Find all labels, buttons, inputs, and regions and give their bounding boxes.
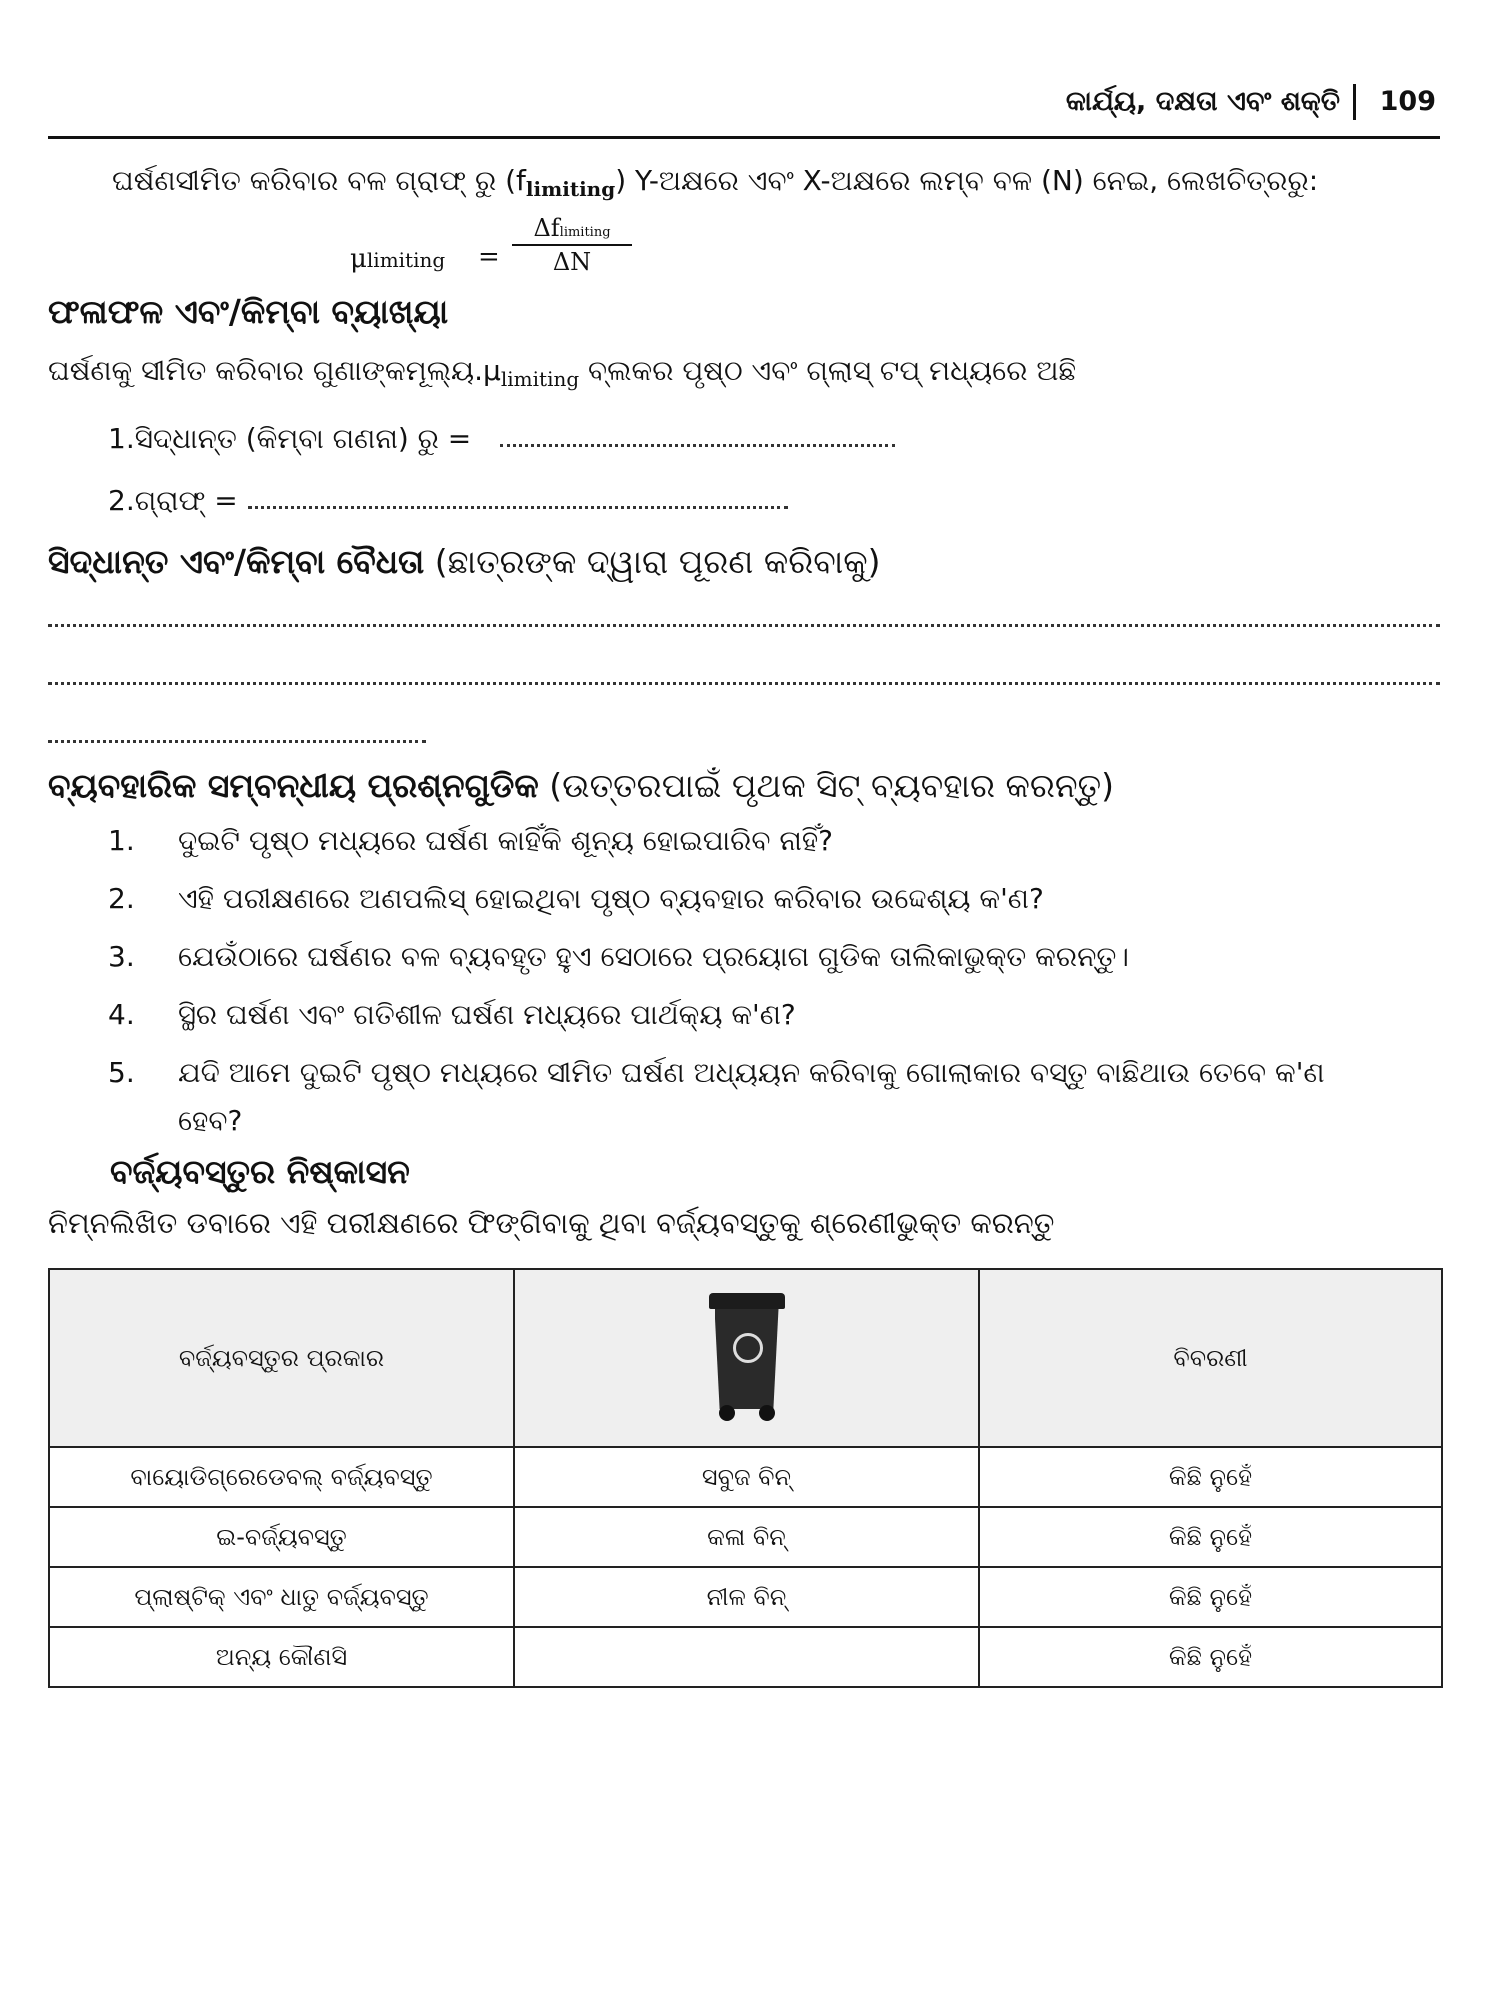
questions-heading-note: (ଉତ୍ତରପାଇଁ ପୃଥକ ସିଟ୍ ବ୍ୟବହାର କରନ୍ତୁ) (538, 766, 1115, 805)
question-text: ଯଦି ଆମେ ଦୁଇଟି ପୃଷ୍ଠ ମଧ୍ୟରେ ସୀମିତ ଘର୍ଷଣ ଅଧ୍ୟୟନ କରିବାକୁ ଗୋଲାକାର ବସ୍ତୁ ବାଛିଥାଉ ତେବେ କ'ଣ (178, 1056, 1325, 1089)
formula-equals: = (478, 242, 500, 272)
results-heading: ଫଳାଫଳ ଏବଂ/କିମ୍ବା ବ୍ୟାଖ୍ୟା (48, 292, 449, 331)
question-text-continued: ହେବ? (178, 1104, 243, 1137)
waste-type-cell: ପ୍ଲାଷ୍ଟିକ୍ ଏବଂ ଧାତୁ ବର୍ଜ୍ୟବସ୍ତୁ (49, 1567, 514, 1627)
conclusion-heading-bold: ସିଦ୍ଧାନ୍ତ ଏବଂ/କିମ୍ବା ବୈଧତା (48, 542, 425, 581)
answer-line-graph[interactable] (248, 506, 788, 509)
formula-denominator: ΔN (552, 248, 592, 276)
results-line (48, 354, 1076, 391)
result-item-graph: 2.ଗ୍ରାଫ୍ = (108, 484, 238, 517)
table-row (49, 1447, 1442, 1507)
question-text: ଯେଉଁଠାରେ ଘର୍ଷଣର ବଳ ବ୍ୟବହୃତ ହୁଏ ସେଠାରେ ପ୍ରୟୋଗ ଗୁଡିକ ତାଲିକାଭୁକ୍ତ କରନ୍ତୁ। (178, 940, 1129, 973)
formula-lhs: μlimiting (350, 244, 446, 274)
question-number: 5. (108, 1056, 135, 1089)
table-row (49, 1627, 1442, 1687)
question-number: 1. (108, 824, 135, 857)
wheelie-bin-icon (707, 1293, 787, 1423)
question-text: ଦୁଇଟି ପୃଷ୍ଠ ମଧ୍ୟରେ ଘର୍ଷଣ କାହିଁକି ଶୂନ୍ୟ ହୋଇପାରିବ ନାହିଁ? (178, 824, 834, 857)
waste-bin-table (48, 1268, 1443, 1688)
bin-cell[interactable] (514, 1627, 979, 1687)
table-header-row (49, 1269, 1442, 1447)
page-number: 109 (1379, 86, 1436, 117)
table-row (49, 1567, 1442, 1627)
waste-instruction: ନିମ୍ନଲିଖିତ ଡବାରେ ଏହି ପରୀକ୍ଷଣରେ ଫିଙ୍ଗିବାକୁ ଥିବା ବର୍ଜ୍ୟବସ୍ତୁକୁ ଶ୍ରେଣୀଭୁକ୍ତ କରନ୍ତୁ (48, 1206, 1055, 1240)
question-number: 2. (108, 882, 135, 915)
bin-cell: ସବୁଜ ବିନ୍ (514, 1447, 979, 1507)
formula-fraction (512, 214, 632, 276)
header-description: ବିବରଣୀ (979, 1269, 1442, 1447)
header-waste-type: ବର୍ଜ୍ୟବସ୍ତୁର ପ୍ରକାର (49, 1269, 514, 1447)
header-separator (1353, 84, 1356, 120)
formula-numerator-subscript: limiting (559, 225, 611, 240)
formula-lhs-subscript: limiting (366, 248, 446, 272)
waste-type-cell: ଅନ୍ୟ କୌଣସି (49, 1627, 514, 1687)
table-row (49, 1507, 1442, 1567)
intro-text-part2: ) Y-ଅକ୍ଷରେ ଏବଂ X-ଅକ୍ଷରେ ଲମ୍ବ ବଳ (N) ନେଇ, ଲେଖଚିତ୍ରରୁ: (615, 164, 1319, 197)
result-item-theory: 1.ସିଦ୍ଧାନ୍ତ (କିମ୍ବା ଗଣନା) ରୁ = (108, 422, 472, 455)
intro-text-part1: ଘର୍ଷଣସୀମିତ କରିବାର ବଳ ଗ୍ରାଫ୍ ରୁ (f (112, 164, 526, 197)
intro-line (112, 164, 1318, 201)
questions-heading (48, 766, 1114, 806)
bin-cell: ନୀଳ ବିନ୍ (514, 1567, 979, 1627)
formula-numerator: Δflimiting (512, 214, 632, 246)
running-title: କାର୍ଯ୍ୟ, ଦକ୍ଷତା ଏବଂ ଶକ୍ତି (1065, 86, 1340, 117)
questions-heading-bold: ବ୍ୟବହାରିକ ସମ୍ବନ୍ଧୀୟ ପ୍ରଶ୍ନଗୁଡିକ (48, 766, 539, 805)
question-number: 3. (108, 940, 135, 973)
page-header (48, 78, 1440, 139)
question-text: ଏହି ପରୀକ୍ଷଣରେ ଅଣପଲିସ୍ ହୋଇଥିବା ପୃଷ୍ଠ ବ୍ୟବହାର କରିବାର ଉଦ୍ଦେଶ୍ୟ କ'ଣ? (178, 882, 1044, 915)
results-subscript: limiting (500, 367, 580, 391)
answer-line-theory[interactable] (500, 444, 895, 447)
description-cell: କିଛି ନୁହେଁ (979, 1507, 1442, 1567)
waste-disposal-heading: ବର୍ଜ୍ୟବସ୍ତୁର ନିଷ୍କାସନ (110, 1152, 410, 1191)
header-bin-image (514, 1269, 979, 1447)
conclusion-line-2[interactable] (48, 682, 1440, 685)
results-text-part1: ଘର୍ଷଣକୁ ସୀମିତ କରିବାର ଗୁଣାଙ୍କମୂଲ୍ୟ.μ (48, 354, 501, 387)
description-cell: କିଛି ନୁହେଁ (979, 1447, 1442, 1507)
conclusion-line-1[interactable] (48, 624, 1440, 627)
conclusion-heading-note: (ଛାତ୍ରଙ୍କ ଦ୍ୱାରା ପୂରଣ କରିବାକୁ) (424, 542, 881, 581)
waste-type-cell: ବାୟୋଡିଗ୍ରେଡେବଲ୍ ବର୍ଜ୍ୟବସ୍ତୁ (49, 1447, 514, 1507)
conclusion-heading (48, 542, 881, 582)
question-number: 4. (108, 998, 135, 1031)
bin-cell: କଳା ବିନ୍ (514, 1507, 979, 1567)
waste-type-cell: ଇ-ବର୍ଜ୍ୟବସ୍ତୁ (49, 1507, 514, 1567)
description-cell: କିଛି ନୁହେଁ (979, 1627, 1442, 1687)
intro-subscript: limiting (525, 177, 616, 201)
question-text: ସ୍ଥିର ଘର୍ଷଣ ଏବଂ ଗତିଶୀଳ ଘର୍ଷଣ ମଧ୍ୟରେ ପାର୍ଥକ୍ୟ କ'ଣ? (178, 998, 796, 1031)
description-cell: କିଛି ନୁହେଁ (979, 1567, 1442, 1627)
results-text-part2: ବ୍ଲକର ପୃଷ୍ଠ ଏବଂ ଗ୍ଲାସ୍ ଟପ୍ ମଧ୍ୟରେ ଅଛି (579, 354, 1077, 387)
conclusion-line-3[interactable] (48, 740, 426, 743)
